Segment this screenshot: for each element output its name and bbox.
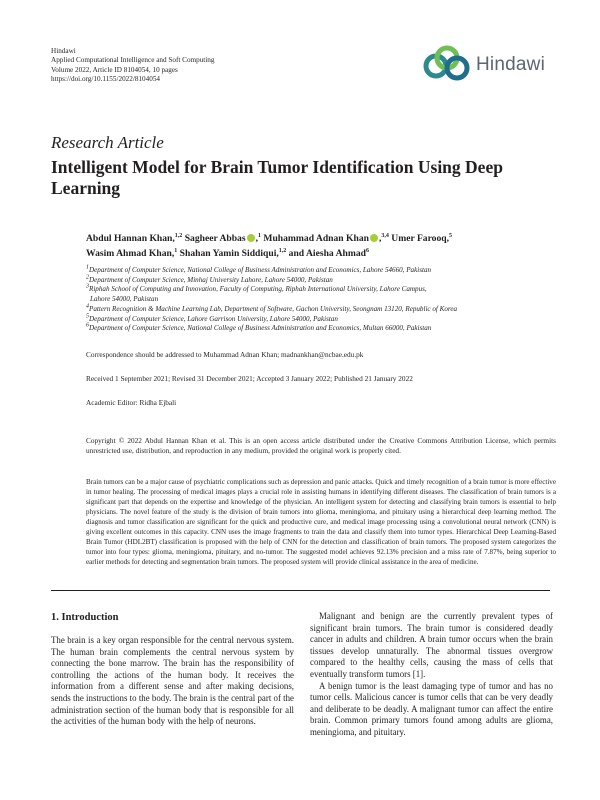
section-heading: 1. Introduction: [51, 612, 119, 623]
author-name[interactable]: Sagheer Abbas: [184, 233, 246, 244]
publication-dates: Received 1 September 2021; Revised 31 December 2021; Accepted 3 January 2022; Published 21 January 2022: [86, 374, 413, 383]
copyright-notice: Copyright © 2022 Abdul Hannan Khan et al. This is an open access article distributed under the Creative Commons Attribution License, which permits unrestricted use, distribution, and reproduction in any medium, provided the original work is properly cited.: [86, 436, 556, 455]
hindawi-logo[interactable]: [420, 42, 560, 87]
affiliation: $^2$Department of Computer Science, Minhaj University Lahore, Lahore 54000, Pakistan: [86, 274, 333, 284]
author-name[interactable]: and Aiesha Ahmad: [288, 248, 366, 259]
volume-line: Volume 2022, Article ID 8104054, 10 pages: [51, 65, 178, 74]
logo-text: Hindawi: [476, 54, 545, 75]
orcid-icon[interactable]: [247, 234, 255, 242]
hindawi-logo-icon: [420, 42, 472, 86]
orcid-icon[interactable]: [370, 234, 378, 242]
author-name[interactable]: Umer Farooq,: [391, 233, 450, 244]
affiliation: $^4$Pattern Recognition & Machine Learning Lab, Department of Software, Gachon University, Seongnam 13120, Republic of Korea: [86, 303, 458, 313]
affiliation-continued: Lahore 54000, Pakistan: [90, 295, 159, 304]
abstract: Brain tumors can be a major cause of psychiatric complications such as depression and panic attacks. Quick and timely recognition of a brain tumor is more effective in tumor healing. The processing of medical images plays a crucial role in assisting humans in identifying different diseases. The classification of brain tumors is a significant part that depends on the expertise and knowledge of the physician. An intelligent system for detecting and classifying brain tumors is essential to help physicians. The novel feature of the study is the division of brain tumors into glioma, meningioma, and pituitary using a hierarchical deep learning method. The diagnosis and tumor classification are significant for the quick and productive cure, and medical image processing using a convolutional neural network (CNN) is giving excellent outcomes in this capacity. CNN uses the image fragments to train the data and classify them into tumor types. Hierarchical Deep Learning-Based Brain Tumor (HDL2BT) classification is proposed with the help of CNN for the detection and classification of brain tumors. The proposed system categorizes the tumor into four types: glioma, meningioma, pituitary, and no-tumor. The suggested model achieves 92.13% precision and a miss rate of 7.87%, being superior to earlier methods for detecting and segmentation brain tumors. The proposed system will provide clinical assistance in the area of medicine.: [86, 478, 556, 566]
body-column-left: [51, 635, 294, 728]
body-column-right: [310, 611, 553, 739]
journal-info: [51, 47, 215, 84]
affiliation: $^5$Department of Computer Science, Lahore Garrison University, Lahore 54000, Pakistan: [86, 313, 338, 323]
journal-name: Applied Computational Intelligence and Soft Computing: [51, 56, 215, 65]
academic-editor: Academic Editor: Ridha Ejbali: [86, 398, 177, 407]
affiliation: $^3$Riphah School of Computing and Innovation, Faculty of Computing, Riphah International University, Lahore Campus,: [86, 284, 427, 294]
author-list: Abdul Hannan Khan,$^{1,2}$ Sagheer Abbas ,$^1$ Muhammad Adnan Khan ,$^{3,4}$ Umer Farooq,$^5$ Wasim Ahmad Khan,$^1$ Shahan Yamin Siddiqui,$^{1,2}$ and Aiesha Ahmad$^6$: [86, 232, 453, 259]
author-name[interactable]: Abdul Hannan Khan,: [86, 233, 175, 244]
affiliation: $^1$Department of Computer Science, National College of Business Administration and Economics, Lahore 54660, Pakistan: [86, 264, 432, 274]
author-name[interactable]: Wasim Ahmad Khan,: [86, 248, 175, 259]
affiliation: $^6$Department of Computer Science, National College of Business Administration and Economics, Multan 66000, Pakistan: [86, 322, 432, 333]
publisher-name: Hindawi: [51, 47, 76, 55]
author-name[interactable]: Muhammad Adnan Khan: [263, 233, 369, 244]
article-type: Research Article: [51, 133, 164, 152]
correspondence: Correspondence should be addressed to Muhammad Adnan Khan; madnankhan@ncbae.edu.pk: [86, 350, 364, 359]
affiliations: [86, 266, 556, 334]
doi-link[interactable]: https://doi.org/10.1155/2022/8104054: [51, 74, 161, 83]
author-name[interactable]: Shahan Yamin Siddiqui,: [179, 248, 279, 259]
paragraph: Malignant and benign are the currently prevalent types of significant brain tumors. The brain tumor is considered deadly cancer in adults and children. A brain tumor occurs when the brain tissues develop unnaturally. The abnormal tissues overgrow compared to the healthy cells, causing the mass of cells that eventually transform tumors [1].: [310, 611, 553, 679]
section-divider: [51, 590, 550, 591]
article-title: Intelligent Model for Brain Tumor Identification Using Deep Learning: [51, 157, 503, 198]
paragraph: A benign tumor is the least damaging type of tumor and has no tumor cells. Malicious cancer is tumor cells that can be very deadly and deliberate to be deadly. A malignant tumor can affect the entire brain. Common primary tumors found among adults are glioma, meningioma, and pituitary.: [310, 680, 553, 737]
paragraph: The brain is a key organ responsible for the central nervous system. The human brain complements the central nervous system by connecting the bone marrow. The brain has the responsibility of controlling the actions of the human body. It receives the information from a different sense and after making decisions, sends the instructions to the body. The brain is the central part of the administration section of the human body that is responsible for all the activities of the human body with the help of neurons.: [51, 635, 294, 727]
